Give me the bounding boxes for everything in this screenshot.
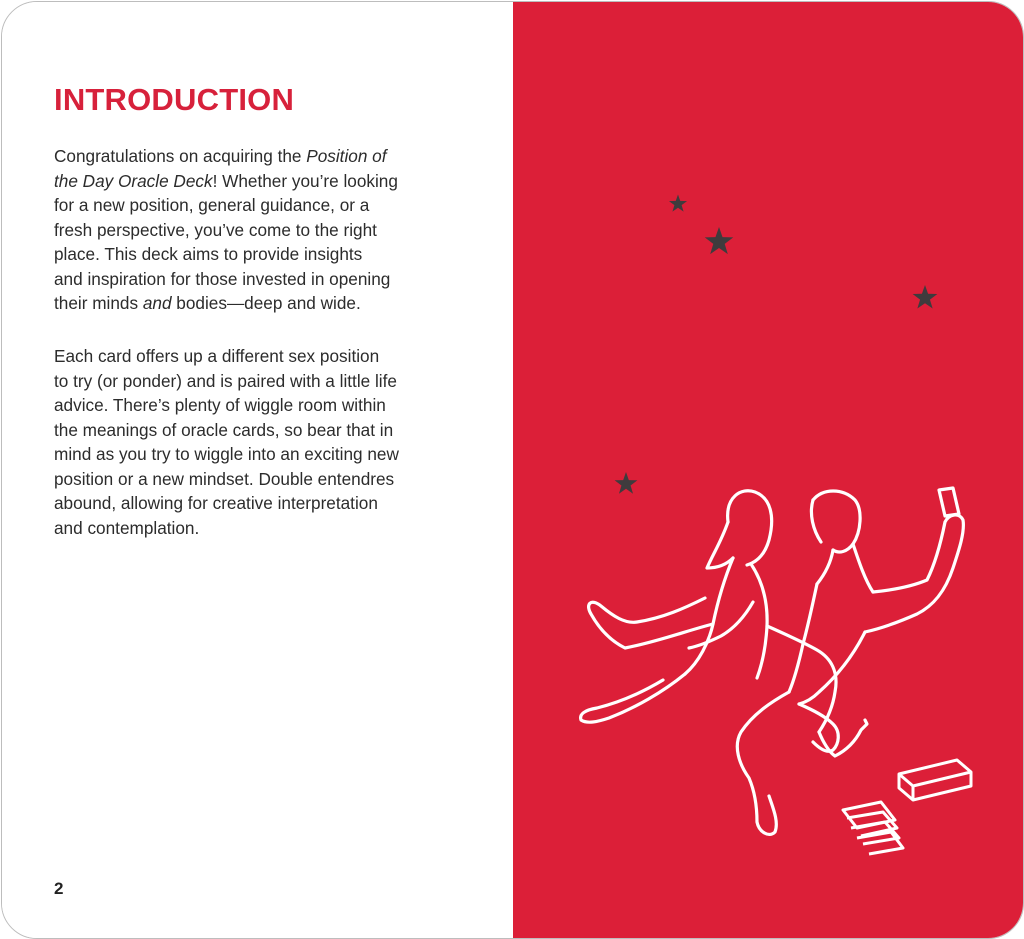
page-number: 2: [54, 879, 64, 898]
intro-paragraph-1: [54, 144, 454, 316]
text-line: position or a new mindset. Double entendres: [54, 468, 395, 489]
left-page: [2, 2, 513, 938]
right-page-illustration: [513, 2, 1023, 938]
text-run: bodies—deep and wide.: [171, 293, 361, 313]
book-title-italic: Position of: [306, 146, 387, 166]
text-line: the meanings of oracle cards, so bear that in: [54, 419, 394, 440]
text-run: Congratulations on acquiring the: [54, 146, 307, 166]
card-deck-icon: [843, 760, 971, 854]
text-line: advice. There’s plenty of wiggle room within: [54, 395, 386, 415]
text-line: fresh perspective, you’ve come to the right: [54, 219, 377, 240]
text-run: their minds: [54, 293, 143, 313]
intro-paragraph-2: [54, 344, 454, 540]
star-icon: [705, 227, 734, 254]
text-line: Each card offers up a different sex position: [54, 346, 380, 366]
text-line: for a new position, general guidance, or a: [54, 195, 370, 215]
text-line: [54, 291, 454, 316]
star-icon: [913, 285, 938, 309]
text-line: abound, allowing for creative interpretation: [54, 493, 378, 513]
star-icon: [615, 472, 638, 494]
page-heading: INTRODUCTION: [54, 82, 295, 117]
text-line: and contemplation.: [54, 517, 200, 538]
book-spread: [1, 1, 1024, 939]
book-title-italic: the Day Oracle Deck: [54, 170, 213, 191]
text-line: [54, 169, 454, 194]
star-icon: [669, 195, 687, 212]
couple-line-art: [581, 488, 964, 834]
text-run: ! Whether you’re looking: [212, 170, 398, 191]
emphasis-italic: and: [142, 293, 172, 313]
text-line: and inspiration for those invested in opening: [54, 268, 391, 289]
illustration-canvas: [513, 2, 1023, 938]
text-line: place. This deck aims to provide insights: [54, 244, 363, 264]
text-line: [54, 144, 454, 169]
text-line: mind as you try to wiggle into an exciting new: [54, 444, 399, 464]
text-line: to try (or ponder) and is paired with a little life: [54, 370, 397, 391]
